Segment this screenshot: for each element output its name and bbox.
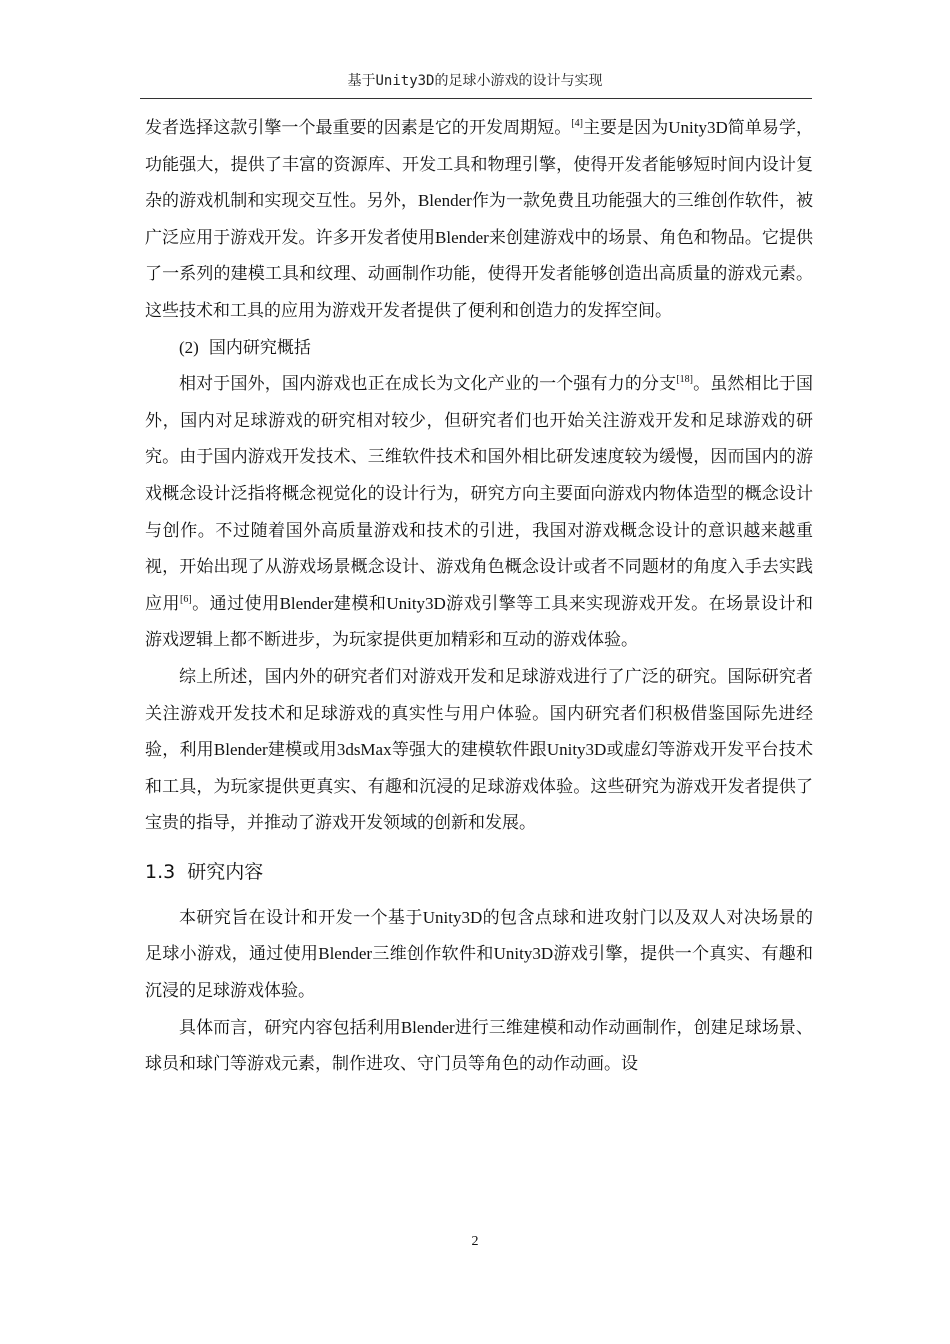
list-item-number: (2) [179,337,199,357]
page-number: 2 [471,1234,479,1249]
list-item-heading [145,330,813,367]
section-paragraph-1: 本研究旨在设计和开发一个基于Unity3D的包含点球和进攻射门以及双人对决场景的足球小游戏，通过使用Blender三维创作软件和Unity3D游戏引擎，提供一个真实、有趣和沉浸的足球游戏体验。 [145,907,813,1001]
section-heading [145,856,813,888]
citation-6: [6] [179,593,192,605]
paragraph-1-text: 发者选择这款引擎一个最重要的因素是它的开发周期短。 [145,118,572,137]
section-number: 1.3 [145,860,176,883]
list-item-title: 国内研究概括 [208,337,311,357]
section-paragraph-2: 具体而言，研究内容包括利用Blender进行三维建模和动作动画制作，创建足球场景、球员和球门等游戏元素，制作进攻、守门员等角色的动作动画。设 [145,1017,813,1074]
paragraph-1 [145,110,813,330]
citation-4: [4] [571,118,583,129]
paragraph-2 [145,366,813,659]
paragraph-2-part-b: 。虽然相比于国外，国内对足球游戏的研究相对较少，但研究者们也开始关注游戏开发和足球游戏的研究。由于国内游戏开发技术、三维软件技术和国外相比研发速度较为缓慢，因而国内的游戏概念设计泛指将概念视觉化的设计行为，研究方向主要面向游戏内物体造型的概念设计与创作。不过随着国外高质量游戏和技术的引进，我国对游戏概念设计的意识越来越重视，开始出现了从游戏场景概念设计、游戏角色概念设计或者不同题材的角度入手去实践应用 [145,374,814,613]
body-text [145,110,813,1083]
header-rule [140,98,812,99]
paragraph-2-part-a: 相对于国外，国内游戏也正在成长为文化产业的一个强有力的分支 [179,374,677,394]
paragraph-3: 综上所述，国内外的研究者们对游戏开发和足球游戏进行了广泛的研究。国际研究者关注游戏开发技术和足球游戏的真实性与用户体验。国内研究者们积极借鉴国际先进经验，利用Blender建模或用3dsMax等强大的建模软件跟Unity3D或虚幻等游戏开发平台技术和工具，为玩家提供更真实、有趣和沉浸的足球游戏体验。这些研究为游戏开发者提供了宝贵的指导，并推动了游戏开发领域的创新和发展。 [145,666,813,833]
citation-18: [18] [676,374,693,386]
paragraph-1-rest: 主要是因为Unity3D简单易学，功能强大，提供了丰富的资源库、开发工具和物理引擎，使得开发者能够短时间内设计复杂的游戏机制和实现交互性。另外，Blender作为一款免费且功能强大的三维创作软件，被广泛应用于游戏开发。许多开发者使用Blender来创建游戏中的场景、角色和物品。它提供了一系列的建模工具和纹理、动画制作功能，使得开发者能够创造出高质量的游戏元素。这些技术和工具的应用为游戏开发者提供了便利和创造力的发挥空间。 [145,118,814,320]
paragraph-2-part-c: 。通过使用Blender建模和Unity3D游戏引擎等工具来实现游戏开发。在场景设计和游戏逻辑上都不断进步，为玩家提供更加精彩和互动的游戏体验。 [145,593,813,650]
section-title: 研究内容 [187,860,264,883]
running-header: 基于Unity3D的足球小游戏的设计与实现 [347,73,603,89]
